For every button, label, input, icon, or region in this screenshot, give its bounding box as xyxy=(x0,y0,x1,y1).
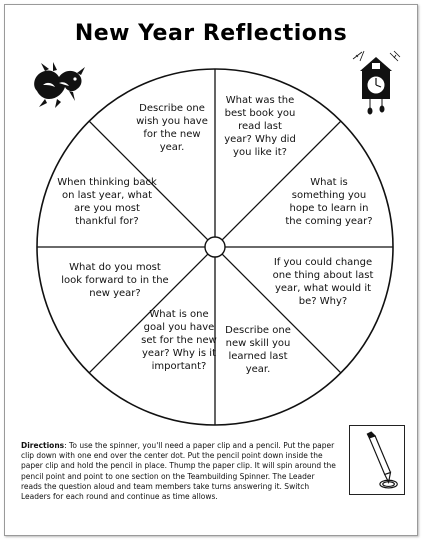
section-look-forward: What do you most look forward to in the new year? xyxy=(61,262,169,299)
section-wish: Describe one wish you have for the new year. xyxy=(136,103,208,153)
directions-text: : To use the spinner, you'll need a paper clip and a pencil. Put the paper clip down with one end over the center dot. Put the pencil point down inside the paper clip and hold the pencil in place. Thump the paper clip. It will spin around the pencil point and point to one section on the Teambuilding Spinner. The Leader reads the question aloud and team members take turns answering it. Switch Leaders for each round and continue as time allows. xyxy=(21,441,336,502)
spinner-wheel xyxy=(35,67,395,427)
center-dot xyxy=(205,237,225,257)
section-thankful: When thinking back on last year, what are you most thankful for? xyxy=(57,177,157,227)
section-new-skill: Describe one new skill you learned last year. xyxy=(225,325,291,375)
section-change: If you could change one thing about last year, what would it be? Why? xyxy=(272,257,374,307)
directions-paragraph xyxy=(21,441,337,502)
section-goal: What is one goal you have set for the new year? Why is it important? xyxy=(141,309,217,372)
directions-label: Directions xyxy=(21,441,65,450)
section-learn: What is something you hope to learn in the coming year? xyxy=(285,177,373,227)
pencil-paperclip-icon xyxy=(350,426,404,494)
section-best-book: What was the best book you read last year? Why did you like it? xyxy=(224,95,296,158)
worksheet-page xyxy=(4,4,418,536)
page-title: New Year Reflections xyxy=(74,21,348,46)
pencil-paperclip-box xyxy=(349,425,405,495)
